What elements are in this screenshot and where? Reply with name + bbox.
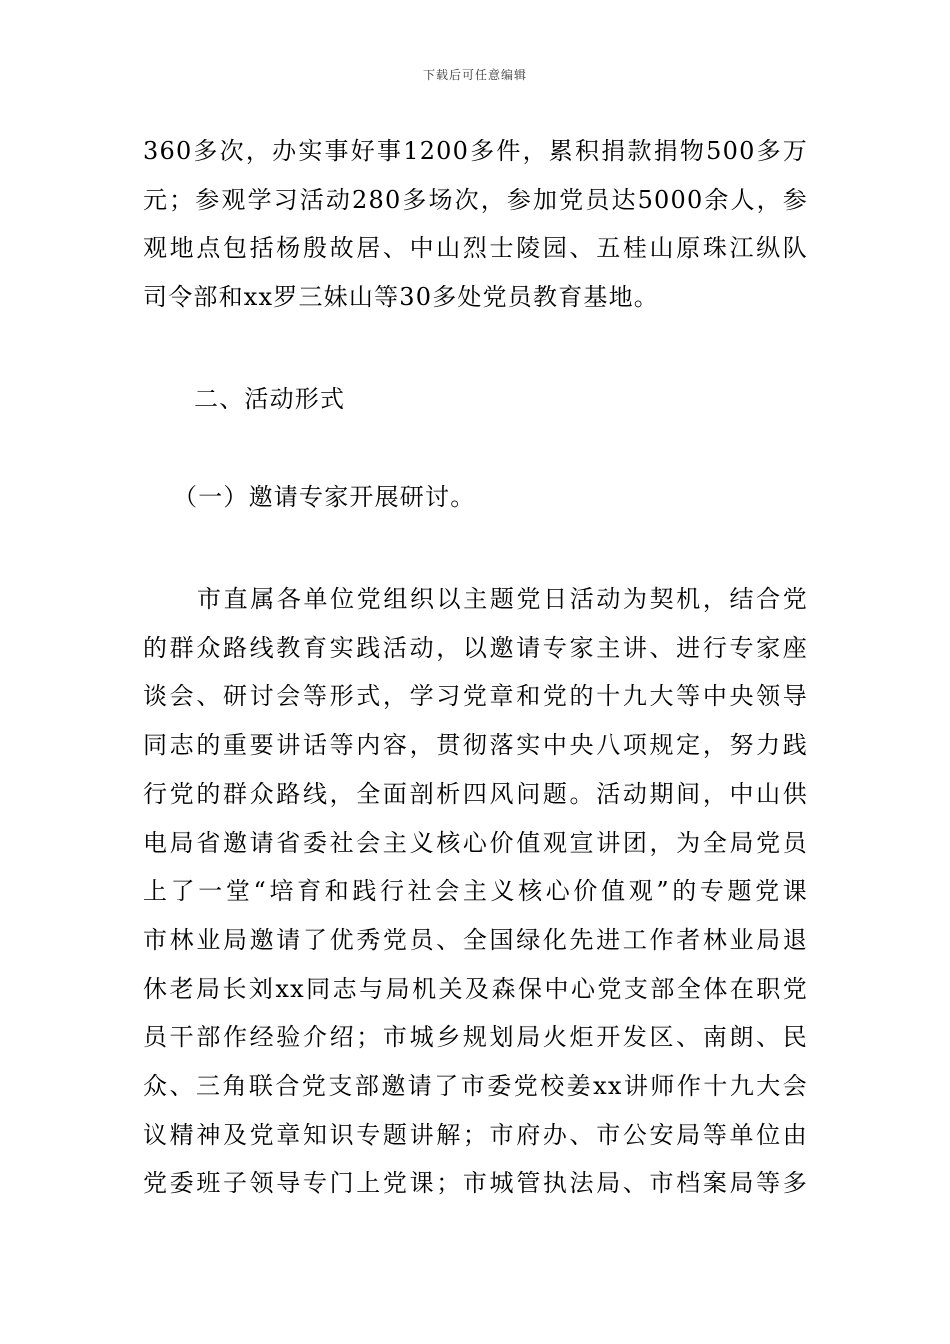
paragraph-1 bbox=[143, 127, 808, 322]
paragraph-2-line: 众、三角联合党支部邀请了市委党校姜xx讲师作十九大会 bbox=[143, 1072, 808, 1101]
paragraph-1-line: 观地点包括杨殷故居、中山烈士陵园、五桂山原珠江纵队 bbox=[143, 234, 808, 263]
paragraph-2-line: 议精神及党章知识专题讲解；市府办、市公安局等单位由 bbox=[143, 1120, 808, 1149]
paragraph-2-line: 的群众路线教育实践活动，以邀请专家主讲、进行专家座 bbox=[143, 633, 808, 662]
paragraph-2-line: 谈会、研讨会等形式，学习党章和党的十九大等中央领导 bbox=[143, 682, 808, 711]
paragraph-2-line: 党委班子领导专门上党课；市城管执法局、市档案局等多 bbox=[143, 1169, 808, 1198]
paragraph-1-line: 元；参观学习活动280多场次，参加党员达5000余人，参 bbox=[143, 185, 808, 214]
paragraph-2-line: 同志的重要讲话等内容，贯彻落实中央八项规定，努力践 bbox=[143, 731, 808, 760]
paragraph-2-line: 休老局长刘xx同志与局机关及森保中心党支部全体在职党 bbox=[143, 974, 808, 1003]
paragraph-2-line: 市直属各单位党组织以主题党日活动为契机，结合党 bbox=[197, 585, 808, 613]
page-header: 下载后可任意编辑 bbox=[422, 68, 527, 82]
paragraph-2-line: 电局省邀请省委社会主义核心价值观宣讲团，为全局党员 bbox=[143, 828, 808, 857]
paragraph-2-line: 市林业局邀请了优秀党员、全国绿化先进工作者林业局退 bbox=[143, 925, 808, 954]
subsection-heading: （一）邀请专家开展研讨。 bbox=[173, 483, 476, 511]
paragraph-1-line: 360多次，办实事好事1200多件，累积捐款捐物500多万 bbox=[143, 137, 808, 165]
paragraph-1-line: 司令部和xx罗三妹山等30多处党员教育基地。 bbox=[143, 283, 660, 312]
paragraph-2-line: 行党的群众路线，全面剖析四风问题。活动期间，中山供 bbox=[143, 779, 808, 808]
paragraph-2-line: 上了一堂“培育和践行社会主义核心价值观”的专题党课 bbox=[143, 877, 808, 906]
section-heading: 二、活动形式 bbox=[194, 385, 346, 413]
paragraph-2-line: 员干部作经验介绍；市城乡规划局火炬开发区、南朗、民 bbox=[143, 1023, 808, 1052]
paragraph-2 bbox=[143, 575, 808, 1208]
